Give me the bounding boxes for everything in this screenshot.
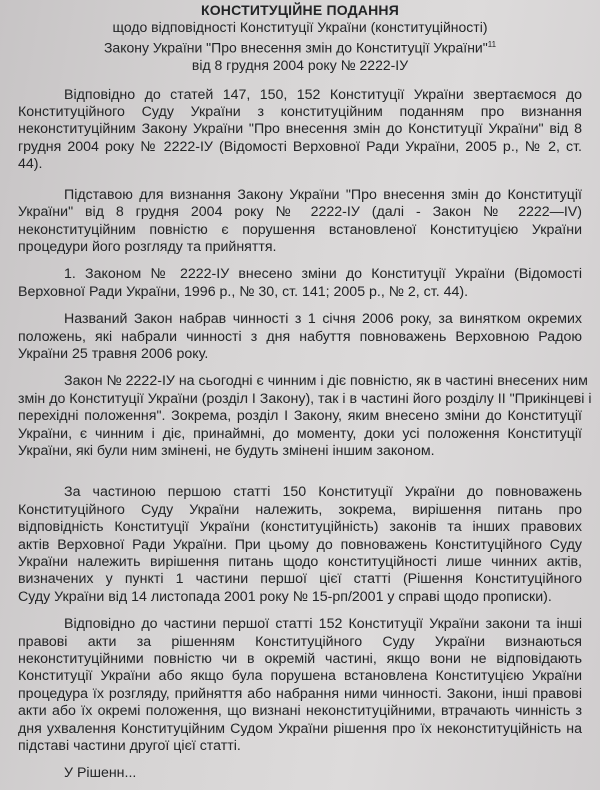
paragraph-7	[18, 616, 582, 755]
paragraph-line: Відповідно до статей 147, 150, 152 Конституції України звертаємося до	[64, 86, 582, 103]
paragraph-2	[18, 187, 582, 257]
paragraph-line: відповідність Конституції України (конституційність) законів та інших правових	[18, 519, 582, 536]
paragraph-line: Відповідно до частини першої статті 152 Конституції України закони та інші	[64, 616, 582, 633]
paragraph-line: акти або їх окремі положення, що визнані неконституційними, втрачають чинність з	[18, 703, 582, 720]
document-heading	[18, 2, 582, 74]
heading-subtitle-line: щодо відповідності Конституції України (конституційності)	[112, 19, 488, 35]
paragraph-line: Верховної Ради України, 1996 р., № 30, ст. 141; 2005 р., № 2, ст. 44).	[18, 283, 469, 300]
paragraph-line: грудня 2004 року № 2222-ІУ (Відомості Верховної Ради України, 2005 р., № 2, ст.	[18, 138, 582, 155]
paragraph-line: України" від 8 грудня 2004 року № 2222-ІУ (далі - Закон № 2222—IV)	[18, 204, 582, 221]
paragraph-line: визначених у пункті 1 частини першої цієї статті (Рішення Конституційного	[18, 571, 582, 588]
heading-law-name-text: Закону України "Про внесення змін до Конституції України"	[103, 39, 488, 56]
document-title: КОНСТИТУЦІЙНЕ ПОДАННЯ	[200, 2, 400, 18]
paragraph-line: Названий Закон набрав чинності з 1 січня 2006 року, за винятком окремих	[64, 311, 582, 328]
paragraph-line: процедури його розгляду та прийняття.	[18, 238, 277, 255]
paragraph-line: дня ухвалення Конституційним Судом України рішення про їх неконституційність на	[18, 720, 582, 737]
paragraph-line: У Рішенн...	[64, 765, 137, 782]
paragraph-line: 1. Законом № 2222-ІУ внесено зміни до Конституції України (Відомості	[64, 266, 582, 283]
heading-law-date: від 8 грудня 2004 року № 2222-ІУ	[191, 56, 409, 73]
paragraph-1	[18, 87, 582, 174]
paragraph-3	[18, 266, 582, 301]
heading-law-name	[18, 36, 582, 57]
paragraph-line: Конституційного Суду України належить, зокрема, вирішення питань про	[18, 501, 582, 518]
paragraph-line: Закон № 2222-ІУ на сьогодні є чинним і діє повністю, як в частині внесених ним	[64, 373, 588, 390]
paragraph-5	[18, 373, 592, 460]
paragraph-line: положень, які набрали чинності з дня набуття повноважень Верховною Радою	[18, 328, 582, 345]
paragraph-line: 44).	[18, 156, 43, 173]
paragraph-line: підставі частини другої цієї статті.	[18, 738, 241, 755]
paragraph-line: Суду України від 14 листопада 2001 року № 15-рп/2001 у справі щодо прописки).	[18, 588, 552, 605]
footnote-mark: 11	[487, 40, 497, 49]
paragraph-8	[18, 765, 582, 782]
paragraph-line: Конституції України або якщо була порушена встановлена Конституцією України	[18, 668, 582, 685]
paragraph-line: Підставою для визнання Закону України "Про внесення змін до Конституції	[64, 186, 582, 203]
paragraph-6	[18, 484, 582, 606]
paragraph-line: За частиною першою статті 150 Конституції України до повноважень	[64, 484, 582, 501]
paragraph-line: України належить вирішення питань щодо конституційності лише чинних актів,	[18, 554, 582, 570]
paragraph-line: актів Верховної Ради України. При цьому до повноважень Конституційного Суду	[18, 536, 582, 553]
paragraph-line: України 25 травня 2006 року.	[18, 345, 209, 362]
paragraph-line: неконституційним повністю є порушення встановленої Конституцією України	[18, 221, 582, 238]
paragraph-line: України, є чинним і діє, принаймні, до моменту, доки усі положення Конституції	[18, 425, 582, 442]
paragraph-line: змін до Конституції України (розділ І Закону), так і в частині його розділу II "Прикінцеві і	[18, 390, 592, 407]
paragraph-4	[18, 311, 582, 363]
paragraph-line: Конституційного Суду України з конституційним поданням про визнання	[18, 104, 582, 121]
paragraph-line: процедура їх розгляду, прийняття або набрання ними чинності. Закони, інші правові	[18, 685, 582, 702]
paragraph-line: неконституційними повністю чи в окремій частині, якщо вони не відповідають	[18, 651, 582, 668]
paragraph-line: неконституційним Закону України "Про внесення змін до Конституції України" від 8	[18, 121, 582, 138]
paragraph-line: перехідні положення". Зокрема, розділ І Закону, яким внесено зміни до Конституції	[18, 408, 582, 425]
paragraph-line: правові акти за рішенням Конституційного Суду України визнаються	[18, 633, 582, 650]
paragraph-line: України, які були ним змінені, не будуть змінені іншим законом.	[18, 442, 435, 459]
